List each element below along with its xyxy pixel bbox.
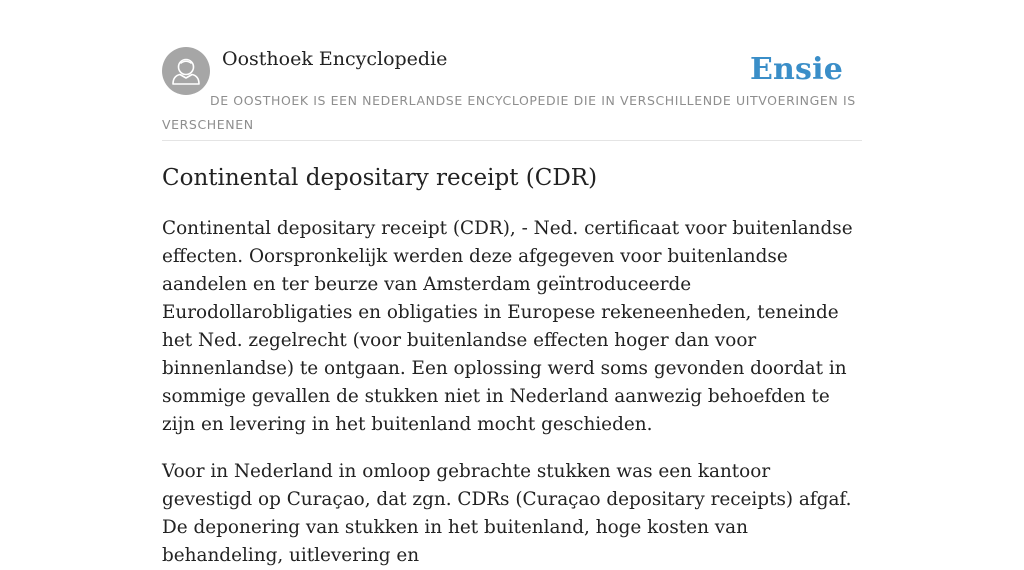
article-title: Continental depositary receipt (CDR): [162, 165, 598, 191]
article: [162, 160, 862, 570]
site-tagline: DE OOSTHOEK IS EEN NEDERLANDSE ENCYCLOPEDIE DIE IN VERSCHILLENDE UITVOERINGEN IS VERSCHENEN: [162, 93, 856, 132]
article-paragraph: Continental depositary receipt (CDR), - Ned. certificaat voor buitenlandse effecten. Oorspronkelijk werden deze afgegeven voor buitenlandse aandelen en ter beurze van Amsterdam geïntroduceerde Eurodollarobligaties en obligaties in Europese rekeneenheden, teneinde het Ned. zegelrecht (voor buitenlandse effecten hoger dan voor binnenlandse) te ontgaan. Een oplossing werd soms gevonden doordat in sommige gevallen de stukken niet in Nederland aanwezig behoefden te zijn en levering in het buitenland mocht geschieden.: [162, 218, 853, 435]
site-header: [162, 46, 862, 141]
article-paragraph: Voor in Nederland in omloop gebrachte stukken was een kantoor gevestigd op Curaçao, dat zgn. CDRs (Curaçao depositary receipts) afgaf. De deponering van stukken in het buitenland, hoge kosten van behandeling, uitlevering en: [162, 461, 852, 566]
avatar[interactable]: [162, 47, 210, 95]
brand-logo[interactable]: Ensie: [749, 52, 843, 87]
user-placeholder-icon: [162, 47, 210, 95]
site-title[interactable]: Oosthoek Encyclopedie: [222, 48, 448, 70]
